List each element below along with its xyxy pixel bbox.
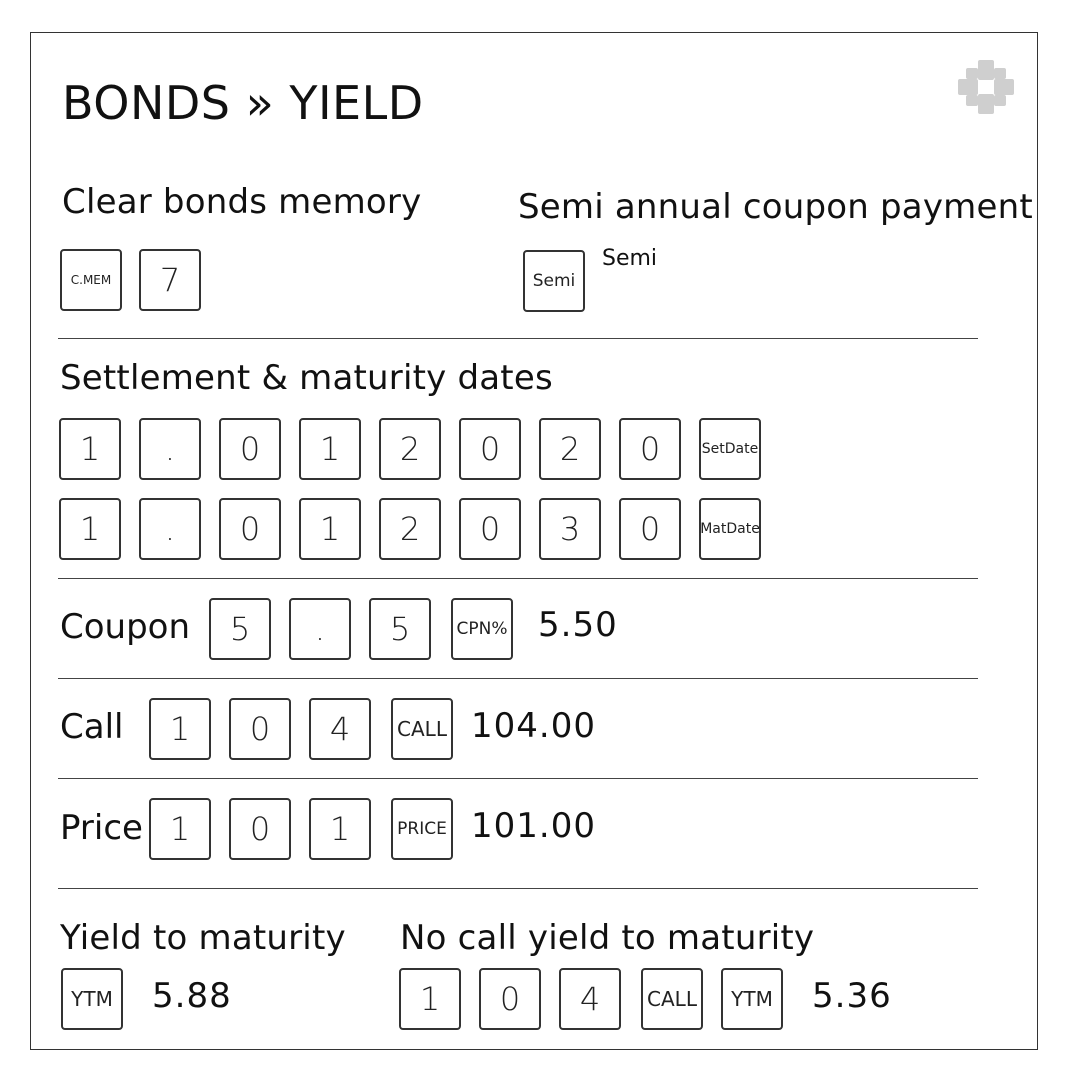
- divider: [58, 338, 978, 339]
- price-key-1b[interactable]: 1: [309, 798, 371, 860]
- page-title: BONDS » YIELD: [62, 76, 424, 130]
- cpn-percent-key[interactable]: CPN%: [451, 598, 513, 660]
- nocall-call-key[interactable]: CALL: [641, 968, 703, 1030]
- key-7[interactable]: 7: [139, 249, 201, 311]
- call-key-0[interactable]: 0: [229, 698, 291, 760]
- settlement-key-1[interactable]: 1: [59, 418, 121, 480]
- call-label: Call: [60, 707, 124, 747]
- coupon-display: 5.50: [538, 605, 618, 645]
- dates-heading: Settlement & maturity dates: [60, 358, 553, 398]
- maturity-key-3[interactable]: 3: [539, 498, 601, 560]
- coupon-key-5[interactable]: 5: [209, 598, 271, 660]
- divider: [58, 888, 978, 889]
- semi-annual-heading: Semi annual coupon payment: [518, 187, 1033, 227]
- call-key[interactable]: CALL: [391, 698, 453, 760]
- coupon-label: Coupon: [60, 607, 191, 647]
- settlement-key-2b[interactable]: 2: [539, 418, 601, 480]
- coupon-key-dot[interactable]: .: [289, 598, 351, 660]
- price-key[interactable]: PRICE: [391, 798, 453, 860]
- hp-style-logo-icon: [956, 58, 1016, 116]
- maturity-key-1b[interactable]: 1: [299, 498, 361, 560]
- price-key-0[interactable]: 0: [229, 798, 291, 860]
- maturity-key-0b[interactable]: 0: [459, 498, 521, 560]
- settlement-key-2[interactable]: 2: [379, 418, 441, 480]
- nocall-ytm-display: 5.36: [812, 976, 892, 1016]
- settlement-key-0[interactable]: 0: [219, 418, 281, 480]
- call-key-4[interactable]: 4: [309, 698, 371, 760]
- settlement-key-dot[interactable]: .: [139, 418, 201, 480]
- setdate-key[interactable]: SetDate: [699, 418, 761, 480]
- settlement-key-0c[interactable]: 0: [619, 418, 681, 480]
- settlement-key-1b[interactable]: 1: [299, 418, 361, 480]
- nocall-key-1[interactable]: 1: [399, 968, 461, 1030]
- price-display: 101.00: [471, 806, 596, 846]
- clear-memory-heading: Clear bonds memory: [62, 182, 422, 222]
- matdate-key[interactable]: MatDate: [699, 498, 761, 560]
- semi-key[interactable]: Semi: [523, 250, 585, 312]
- maturity-key-0c[interactable]: 0: [619, 498, 681, 560]
- settlement-key-0b[interactable]: 0: [459, 418, 521, 480]
- ytm-key[interactable]: YTM: [61, 968, 123, 1030]
- maturity-key-2[interactable]: 2: [379, 498, 441, 560]
- nocall-ytm-key[interactable]: YTM: [721, 968, 783, 1030]
- ytm-display: 5.88: [152, 976, 232, 1016]
- cmem-key[interactable]: C.MEM: [60, 249, 122, 311]
- call-key-1[interactable]: 1: [149, 698, 211, 760]
- price-label: Price: [60, 808, 143, 848]
- maturity-key-0[interactable]: 0: [219, 498, 281, 560]
- divider: [58, 578, 978, 579]
- maturity-key-1[interactable]: 1: [59, 498, 121, 560]
- nocall-key-0[interactable]: 0: [479, 968, 541, 1030]
- no-call-ytm-heading: No call yield to maturity: [400, 918, 815, 958]
- divider: [58, 678, 978, 679]
- ytm-heading: Yield to maturity: [60, 918, 346, 958]
- divider: [58, 778, 978, 779]
- call-display: 104.00: [471, 706, 596, 746]
- maturity-key-dot[interactable]: .: [139, 498, 201, 560]
- coupon-key-5b[interactable]: 5: [369, 598, 431, 660]
- nocall-key-4[interactable]: 4: [559, 968, 621, 1030]
- semi-display: Semi: [602, 246, 658, 271]
- price-key-1[interactable]: 1: [149, 798, 211, 860]
